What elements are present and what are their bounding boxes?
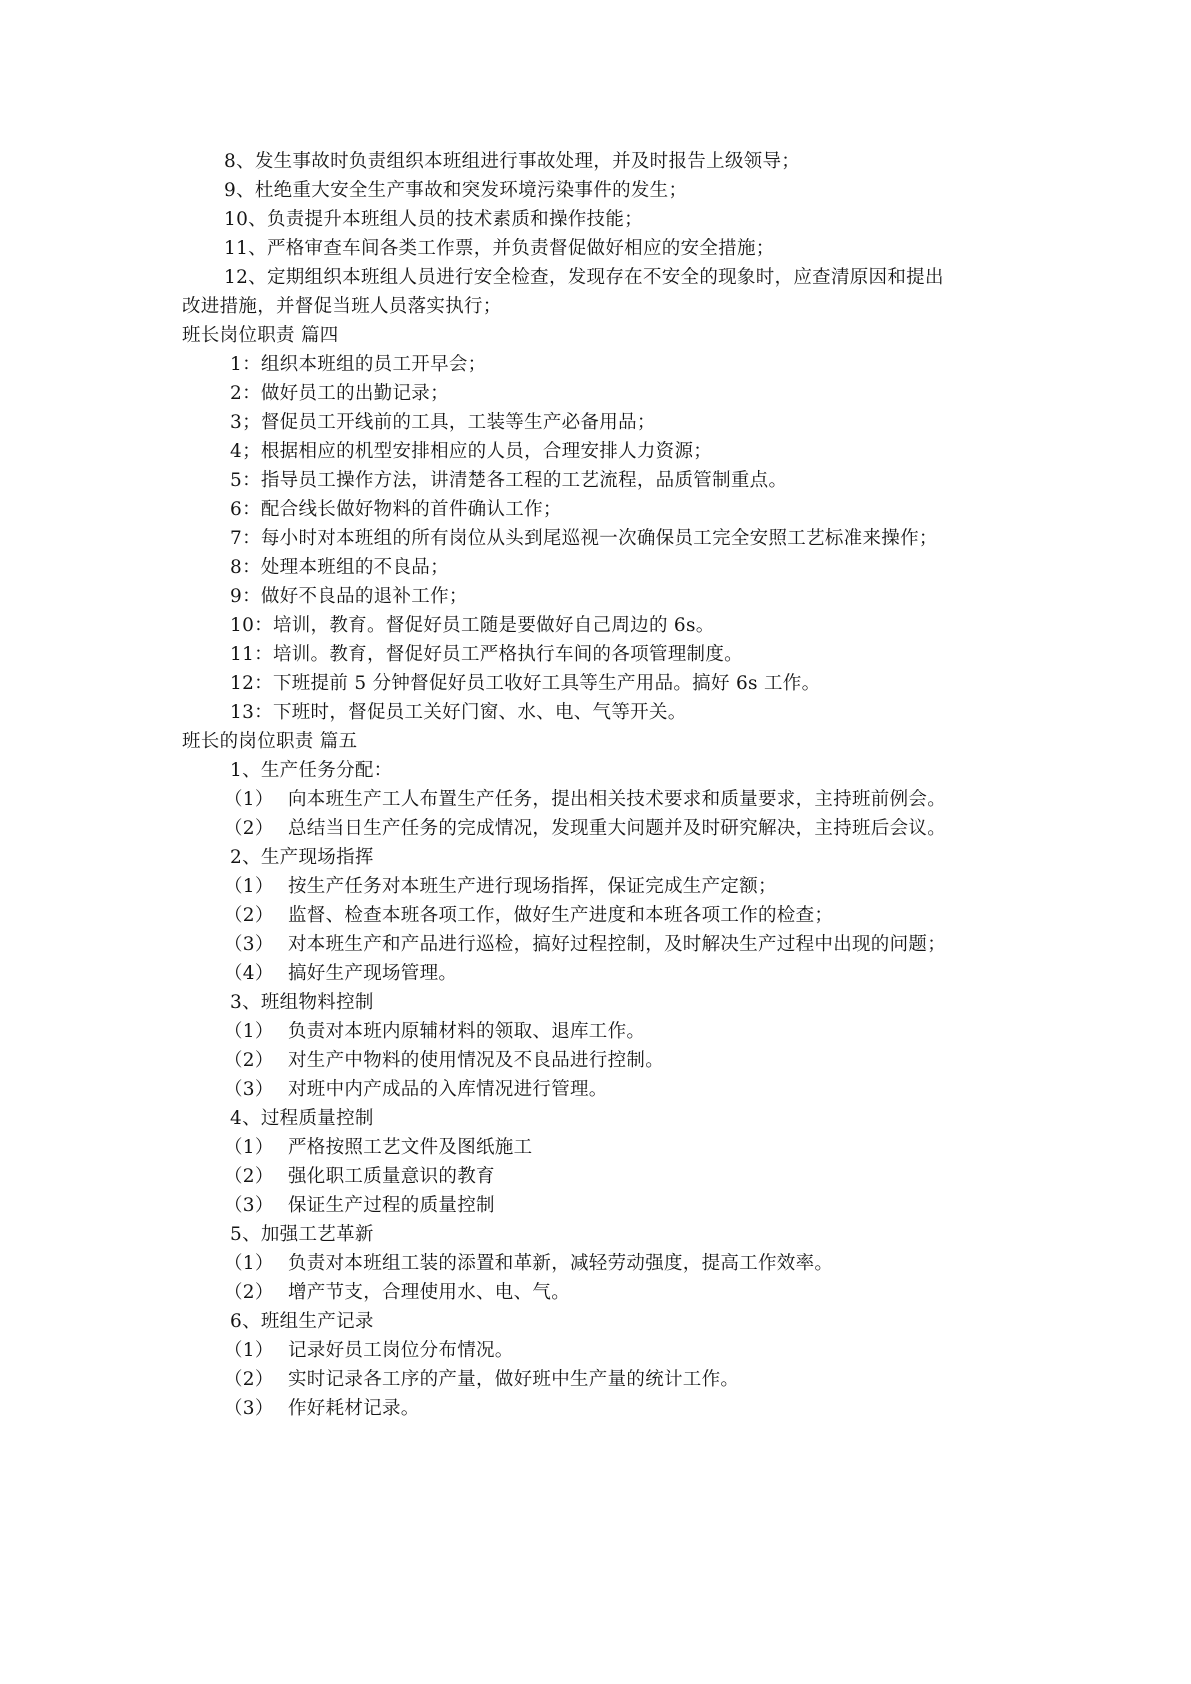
item-text: 向本班生产工人布置生产任务，提出相关技术要求和质量要求，主持班前例会。: [288, 789, 947, 810]
list-item: [224, 1194, 495, 1218]
item-text: 对生产中物料的使用情况及不良品进行控制。: [288, 1050, 665, 1071]
list-item: [224, 1397, 420, 1421]
item-marker: （4）: [224, 963, 274, 984]
item-marker: （2）: [224, 905, 274, 926]
list-item: 2：做好员工的出勤记录；: [230, 383, 449, 404]
duty-item-12-continued: 改进措施，并督促当班人员落实执行；: [182, 296, 502, 317]
item-marker: （2）: [224, 818, 274, 839]
item-marker: （1）: [224, 876, 274, 897]
list-item: 1：组织本班组的员工开早会；: [230, 354, 487, 375]
item-marker: （2）: [224, 1282, 274, 1303]
list-item: 8：处理本班组的不良品；: [230, 557, 449, 578]
group-title: 5、加强工艺革新: [230, 1224, 374, 1245]
duty-item-12: 12、定期组织本班组人员进行安全检查，发现存在不安全的现象时，应查清原因和提出: [224, 267, 944, 288]
duty-item-11: 11、严格审查车间各类工作票，并负责督促做好相应的安全措施；: [224, 238, 775, 259]
list-item: [224, 1281, 570, 1305]
item-marker: （1）: [224, 1021, 274, 1042]
duty-item-10: 10、负责提升本班组人员的技术素质和操作技能；: [224, 209, 643, 230]
list-item: [224, 875, 777, 899]
list-item: [224, 817, 946, 841]
item-marker: （3）: [224, 1079, 274, 1100]
list-item: 9：做好不良品的退补工作；: [230, 586, 468, 607]
item-text: 搞好生产现场管理。: [288, 963, 458, 984]
list-item: 5：指导员工操作方法，讲清楚各工程的工艺流程，品质管制重点。: [230, 470, 788, 491]
group-title: 2、生产现场指挥: [230, 847, 374, 868]
item-marker: （2）: [224, 1166, 274, 1187]
list-item: 6：配合线长做好物料的首件确认工作；: [230, 499, 562, 520]
item-text: 监督、检查本班各项工作，做好生产进度和本班各项工作的检查；: [288, 905, 834, 926]
item-text: 按生产任务对本班生产进行现场指挥，保证完成生产定额；: [288, 876, 777, 897]
section-heading-5: 班长的岗位职责 篇五: [182, 731, 358, 752]
list-item: 11：培训。教育，督促好员工严格执行车间的各项管理制度。: [230, 644, 743, 665]
list-item: [224, 1368, 739, 1392]
group-title: 3、班组物料控制: [230, 992, 374, 1013]
item-text: 对本班生产和产品进行巡检，搞好过程控制，及时解决生产过程中出现的问题；: [288, 934, 947, 955]
list-item: [224, 1165, 495, 1189]
group-title: 1、生产任务分配：: [230, 760, 393, 781]
item-marker: （1）: [224, 1253, 274, 1274]
item-marker: （3）: [224, 1398, 274, 1419]
list-item: 4；根据相应的机型安排相应的人员，合理安排人力资源；: [230, 441, 713, 462]
item-text: 记录好员工岗位分布情况。: [288, 1340, 514, 1361]
duty-item-8: 8、发生事故时负责组织本班组进行事故处理，并及时报告上级领导；: [224, 151, 801, 172]
list-item: [224, 1049, 664, 1073]
list-item: [224, 933, 946, 957]
list-item: [224, 904, 833, 928]
group-title: 6、班组生产记录: [230, 1311, 374, 1332]
item-text: 负责对本班组工装的添置和革新，减轻劳动强度，提高工作效率。: [288, 1253, 834, 1274]
item-text: 作好耗材记录。: [288, 1398, 420, 1419]
list-item: [224, 962, 457, 986]
item-marker: （1）: [224, 1340, 274, 1361]
list-item: 12：下班提前 5 分钟督促好员工收好工具等生产用品。搞好 6s 工作。: [230, 673, 821, 694]
list-item: 10：培训，教育。督促好员工随是要做好自己周边的 6s。: [230, 615, 715, 636]
item-marker: （3）: [224, 934, 274, 955]
item-marker: （2）: [224, 1369, 274, 1390]
list-item: 3；督促员工开线前的工具，工装等生产必备用品；: [230, 412, 656, 433]
item-text: 总结当日生产任务的完成情况，发现重大问题并及时研究解决，主持班后会议。: [288, 818, 947, 839]
item-text: 严格按照工艺文件及图纸施工: [288, 1137, 533, 1158]
list-item: [224, 788, 946, 812]
item-text: 保证生产过程的质量控制: [288, 1195, 495, 1216]
list-item: [224, 1020, 645, 1044]
item-text: 负责对本班内原辅材料的领取、退库工作。: [288, 1021, 646, 1042]
item-text: 对班中内产成品的入库情况进行管理。: [288, 1079, 608, 1100]
item-marker: （2）: [224, 1050, 274, 1071]
item-marker: （1）: [224, 789, 274, 810]
list-item: [224, 1252, 833, 1276]
list-item: [224, 1078, 608, 1102]
list-item: [224, 1136, 532, 1160]
item-text: 实时记录各工序的产量，做好班中生产量的统计工作。: [288, 1369, 740, 1390]
section-heading-4: 班长岗位职责 篇四: [182, 325, 339, 346]
duty-item-9: 9、杜绝重大安全生产事故和突发环境污染事件的发生；: [224, 180, 688, 201]
item-text: 强化职工质量意识的教育: [288, 1166, 495, 1187]
list-item: 13：下班时，督促员工关好门窗、水、电、气等开关。: [230, 702, 687, 723]
item-marker: （1）: [224, 1137, 274, 1158]
list-item: 7：每小时对本班组的所有岗位从头到尾巡视一次确保员工完全安照工艺标准来操作；: [230, 528, 938, 549]
item-text: 增产节支，合理使用水、电、气。: [288, 1282, 571, 1303]
item-marker: （3）: [224, 1195, 274, 1216]
group-title: 4、过程质量控制: [230, 1108, 374, 1129]
list-item: [224, 1339, 514, 1363]
